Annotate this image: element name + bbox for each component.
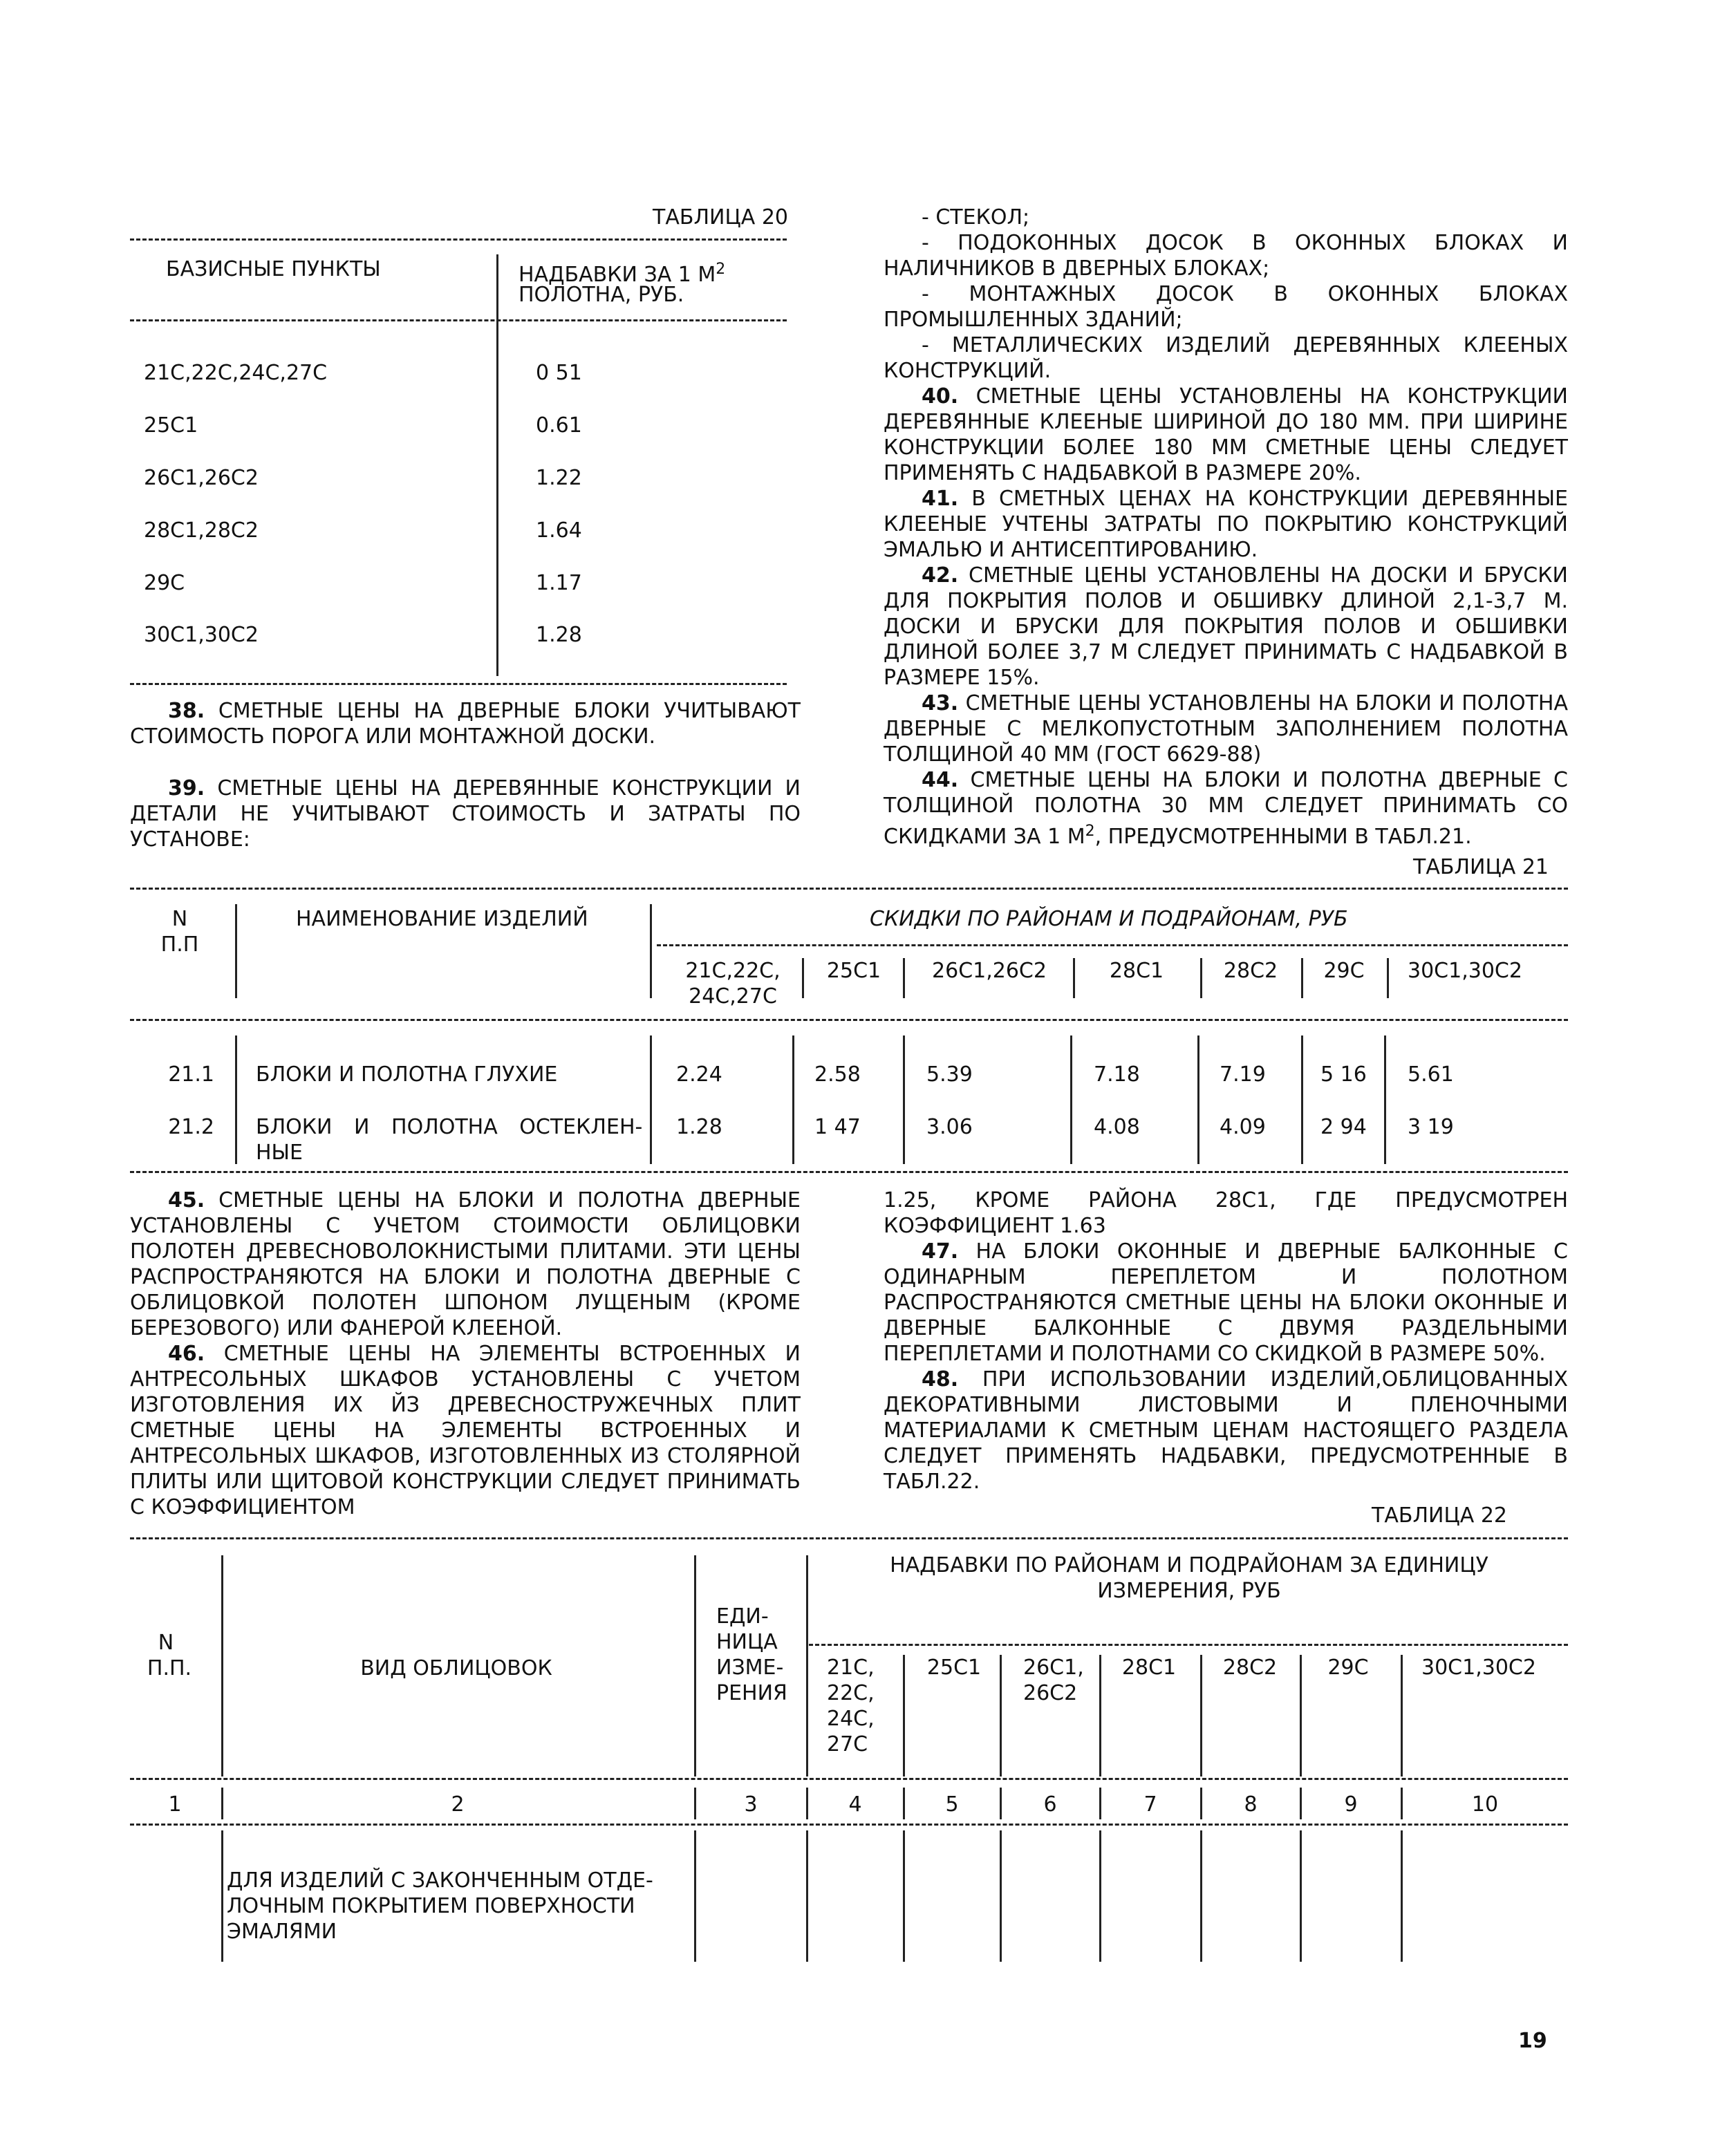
table20-row-value: 1.17 xyxy=(536,571,582,595)
table22-col-9: 29С xyxy=(1327,1656,1369,1680)
paragraph-48: 48. ПРИ ИСПОЛЬЗОВАНИИ ИЗДЕЛИЙ,ОБЛИЦОВАННЫХ ДЕКОРАТИВНЫМИ ЛИСТОВЫМИ И ПЛЕНОЧНЫМИ МАТЕРИАЛАМИ К СМЕТНЫМ ЦЕНАМ НАСТОЯЩЕГО РАЗДЕЛА СЛЕДУЕТ ПРИМЕНЯТЬ НАДБАВКИ, ПРЕДУСМОТРЕННЫЕ В ТАБЛ.22. xyxy=(884,1367,1568,1494)
table22-colnum: 10 xyxy=(1471,1792,1499,1817)
page-number: 19 xyxy=(1518,2029,1547,2053)
table22-header-rule xyxy=(130,1778,1568,1780)
paragraph-47: 47. НА БЛОКИ ОКОННЫЕ И ДВЕРНЫЕ БАЛКОННЫЕ С ОДИНАРНЫМ ПЕРЕПЛЕТОМ И ПОЛОТНОМ РАСПРОСТРАНЯЮТСЯ СМЕТНЫЕ ЦЕНЫ НА БЛОКИ ОКОННЫЕ И ДВЕРНЫЕ БАЛКОННЫЕ С ДВУМЯ РАЗДЕЛЬНЫМИ ПЕРЕПЛЕТАМИ И ПОЛОТНАМИ СО СКИДКОЙ В РАЗМЕРЕ 50%. xyxy=(884,1239,1568,1366)
table22-row-text: ДЛЯ ИЗДЕЛИЙ С ЗАКОНЧЕННЫМ ОТДЕ- xyxy=(227,1868,653,1893)
table20-row-value: 0.61 xyxy=(536,413,582,438)
table20-row-points: 21С,22С,24С,27С xyxy=(144,361,328,385)
table21-header-num-1: N xyxy=(171,907,188,931)
table20-row-value: 1.22 xyxy=(536,466,582,490)
list-item-glass: - СТЕКОЛ; xyxy=(922,205,1030,229)
table22-vline xyxy=(1401,1655,1403,1777)
table22-subheader-rule xyxy=(809,1644,1568,1646)
list-item-metal: - МЕТАЛЛИЧЕСКИХ ИЗДЕЛИЙ ДЕРЕВЯННЫХ КЛЕЕНЫХ КОНСТРУКЦИЙ. xyxy=(884,333,1568,383)
list-item-sills: - ПОДОКОННЫХ ДОСОК В ОКОННЫХ БЛОКАХ И НАЛИЧНИКОВ В ДВЕРНЫХ БЛОКАХ; xyxy=(884,231,1568,281)
table21-cell: 2.58 xyxy=(814,1062,861,1087)
table21-vline xyxy=(1073,958,1075,998)
table21-col-29c: 29С xyxy=(1323,959,1365,983)
table21-cell: 5 16 xyxy=(1320,1062,1367,1087)
table21-body-vline xyxy=(1384,1035,1386,1164)
table22-colnum: 7 xyxy=(1143,1792,1157,1817)
paragraph-38: 38. СМЕТНЫЕ ЦЕНЫ НА ДВЕРНЫЕ БЛОКИ УЧИТЫВАЮТ СТОИМОСТЬ ПОРОГА ИЛИ МОНТАЖНОЙ ДОСКИ. xyxy=(130,699,801,749)
table22-vline xyxy=(1200,1655,1202,1777)
table22-colnum: 4 xyxy=(848,1792,862,1817)
table22-vline xyxy=(1000,1655,1002,1777)
table22-body-vline xyxy=(806,1830,808,1962)
table21-cell: 2 94 xyxy=(1320,1115,1367,1139)
table21-header-num-2: П.П xyxy=(160,932,199,957)
paragraph-46: 46. СМЕТНЫЕ ЦЕНЫ НА ЭЛЕМЕНТЫ ВСТРОЕННЫХ И АНТРЕСОЛЬНЫХ ШКАФОВ УСТАНОВЛЕНЫ С УЧЕТОМ ИЗГОТОВЛЕНИЯ ИХ ЙЗ ДРЕВЕСНОСТРУЖЕЧНЫХ ПЛИТ СМЕТНЫЕ ЦЕНЫ НА ЭЛЕМЕНТЫ ВСТРОЕННЫХ И АНТРЕСОЛЬНЫХ ШКАФОВ, ИЗГОТОВЛЕННЫХ ИЗ СТОЛЯРНОЙ ПЛИТЫ ИЛИ ЩИТОВОЙ КОНСТРУКЦИИ СЛЕДУЕТ ПРИНИМАТЬ С КОЭФФИЦИЕНТОМ xyxy=(130,1342,801,1519)
table22-colnum: 3 xyxy=(744,1792,758,1817)
table22-vline xyxy=(221,1555,223,1777)
paragraph-41: 41. В СМЕТНЫХ ЦЕНАХ НА КОНСТРУКЦИИ ДЕРЕВЯННЫЕ КЛЕЕНЫЕ УЧТЕНЫ ЗАТРАТЫ ПО ПОКРЫТИЮ КОНСТРУКЦИЙ ЭМАЛЬЮ И АНТИСЕПТИРОВАНИЮ. xyxy=(884,487,1568,562)
table21-body-vline xyxy=(792,1035,794,1164)
table21-subheader-rule xyxy=(657,944,1568,946)
table21-row-num: 21.1 xyxy=(168,1062,214,1087)
table21-col-25c1: 25С1 xyxy=(826,959,881,983)
table22-vline xyxy=(903,1788,905,1819)
table21-vline xyxy=(235,904,237,998)
table20-row-points: 30С1,30С2 xyxy=(144,623,259,647)
table22-body-vline xyxy=(1099,1830,1101,1962)
paragraph-42: 42. СМЕТНЫЕ ЦЕНЫ УСТАНОВЛЕНЫ НА ДОСКИ И БРУСКИ ДЛЯ ПОКРЫТИЯ ПОЛОВ И ОБШИВКУ ДЛИНОЙ 2,1-3,7 М. ДОСКИ И БРУСКИ ДЛЯ ПОКРЫТИЯ ПОЛОВ И ОБШИВКИ ДЛИНОЙ БОЛЕЕ 3,7 М СЛЕДУЕТ ПРИНИМАТЬ С НАДБАВКОЙ В РАЗМЕРЕ 15%. xyxy=(884,563,1568,690)
table21-cell: 1 47 xyxy=(814,1115,861,1139)
table22-body-vline xyxy=(1200,1830,1202,1962)
table22-vline xyxy=(694,1788,696,1819)
table22-header-num-1: N xyxy=(158,1631,174,1655)
table22-body-vline xyxy=(694,1830,696,1962)
right-column-top xyxy=(884,205,1568,850)
table22-vline xyxy=(1099,1788,1101,1819)
table22-vline xyxy=(1300,1655,1302,1777)
table21-body-vline xyxy=(903,1035,905,1164)
table22-col-5: 25С1 xyxy=(926,1656,982,1680)
table22-col-4: 24С, xyxy=(827,1707,875,1731)
table20-header-rule xyxy=(130,319,787,321)
table21-cell: 5.61 xyxy=(1408,1062,1454,1087)
table22-header-num-2: П.П. xyxy=(147,1656,192,1680)
table21-col-26c: 26С1,26С2 xyxy=(932,959,1047,983)
table21-body-vline xyxy=(1197,1035,1199,1164)
table22-body-vline xyxy=(1000,1830,1002,1962)
table22-header-group: НАДБАВКИ ПО РАЙОНАМ И ПОДРАЙОНАМ ЗА ЕДИНИЦУ xyxy=(890,1553,1488,1577)
table21-vline xyxy=(1200,958,1202,998)
table22-col-7: 28С1 xyxy=(1121,1656,1177,1680)
table22-colnum: 1 xyxy=(168,1792,182,1817)
table22-header-unit: НИЦА xyxy=(716,1630,778,1654)
table21-top-rule xyxy=(130,888,1568,890)
table22-header-unit: ИЗМЕ- xyxy=(716,1656,784,1680)
table22-vline xyxy=(806,1555,808,1777)
table22-header-unit: РЕНИЯ xyxy=(716,1681,787,1705)
table20-header-surcharge: НАДБАВКИ ЗА 1 $М^2$ xyxy=(519,261,726,287)
table22-colnum: 8 xyxy=(1244,1792,1258,1817)
table21-row-name-cont: НЫЕ xyxy=(256,1141,303,1165)
table21-header-name: НАИМЕНОВАНИЕ ИЗДЕЛИЙ xyxy=(296,907,588,931)
table22-vline xyxy=(1300,1788,1302,1819)
table22-row-text: ЛОЧНЫМ ПОКРЫТИЕМ ПОВЕРХНОСТИ xyxy=(227,1894,635,1918)
table22-vline xyxy=(903,1655,905,1777)
table21-body-vline xyxy=(1070,1035,1072,1164)
table21-col-21c: 21С,22С, xyxy=(685,959,781,983)
middle-right-column xyxy=(884,1188,1568,1494)
table20-row-points: 28С1,28С2 xyxy=(144,518,259,543)
table22-row-text: ЭМАЛЯМИ xyxy=(227,1920,337,1944)
table21-vline xyxy=(1301,958,1303,998)
paragraph-45: 45. СМЕТНЫЕ ЦЕНЫ НА БЛОКИ И ПОЛОТНА ДВЕРНЫЕ УСТАНОВЛЕНЫ С УЧЕТОМ СТОИМОСТИ ОБЛИЦОВКИ ПОЛОТЕН ДРЕВЕСНОВОЛОКНИСТЫМИ ПЛИТАМИ. ЭТИ ЦЕНЫ РАСПРОСТРАНЯЮТСЯ НА БЛОКИ И ПОЛОТНА ДВЕРНЫЕ С ОБЛИЦОВКОЙ ПОЛОТЕН ШПОНОМ ЛУЩЕНЫМ (КРОМЕ БЕРЕЗОВОГО) ИЛИ ФАНЕРОЙ КЛЕЕНОЙ. xyxy=(130,1188,801,1340)
table21-vline xyxy=(802,958,804,998)
table22-vline xyxy=(221,1788,223,1819)
table22-col-4: 27С xyxy=(827,1732,868,1756)
table22-col-4: 22С, xyxy=(827,1681,875,1705)
table21-row-name: БЛОКИ И ПОЛОТНА ОСТЕКЛЕН- xyxy=(256,1115,643,1139)
table21-vline xyxy=(903,958,905,998)
table22-body-vline xyxy=(903,1830,905,1962)
table21-vline xyxy=(1387,958,1389,998)
table22-colnum: 2 xyxy=(451,1792,465,1817)
table22-col-6: 26С2 xyxy=(1023,1681,1078,1705)
table22-body-vline xyxy=(1401,1830,1403,1962)
table20-row-value: 1.64 xyxy=(536,518,582,543)
table22-colnum: 5 xyxy=(945,1792,959,1817)
table21-cell: 7.19 xyxy=(1220,1062,1266,1087)
table22-col-8: 28С2 xyxy=(1222,1656,1278,1680)
table21-cell: 7.18 xyxy=(1094,1062,1140,1087)
paragraph-39: 39. СМЕТНЫЕ ЦЕНЫ НА ДЕРЕВЯННЫЕ КОНСТРУКЦИИ И ДЕТАЛИ НЕ УЧИТЫВАЮТ СТОИМОСТЬ И ЗАТРАТЫ ПО УСТАНОВЕ: xyxy=(130,776,801,852)
table21-body-vline xyxy=(650,1035,652,1164)
table21-cell: 4.09 xyxy=(1220,1115,1266,1139)
table22-vline xyxy=(1099,1655,1101,1777)
table22-header-unit: ЕДИ- xyxy=(716,1604,769,1629)
list-item-mounting: - МОНТАЖНЫХ ДОСОК В ОКОННЫХ БЛОКАХ ПРОМЫШЛЕННЫХ ЗДАНИЙ; xyxy=(884,282,1568,332)
table22-numbers-rule xyxy=(130,1824,1568,1826)
table22-col-4: 21С, xyxy=(827,1656,875,1680)
table21-cell: 4.08 xyxy=(1094,1115,1140,1139)
table22-vline xyxy=(1401,1788,1403,1819)
table21-bottom-rule xyxy=(130,1171,1568,1173)
table22-col-6: 26С1, xyxy=(1023,1656,1084,1680)
table22-vline xyxy=(694,1555,696,1777)
table21-col-28c1: 28С1 xyxy=(1109,959,1164,983)
table21-cell: 1.28 xyxy=(676,1115,722,1139)
table20-top-rule xyxy=(130,238,787,241)
table21-header-rule xyxy=(130,1019,1568,1021)
table20-row-points: 26С1,26С2 xyxy=(144,466,259,490)
paragraph-44: 44. СМЕТНЫЕ ЦЕНЫ НА БЛОКИ И ПОЛОТНА ДВЕРНЫЕ С ТОЛЩИНОЙ ПОЛОТНА 30 ММ СЛЕДУЕТ ПРИНИМАТЬ СО СКИДКАМИ ЗА 1 $М^2$, ПРЕДУСМОТРЕННЫМИ В ТАБЛ.21. xyxy=(884,768,1568,849)
table20-bottom-rule xyxy=(130,683,787,685)
table22-body-vline xyxy=(221,1830,223,1962)
table22-colnum: 6 xyxy=(1043,1792,1057,1817)
table20-header-points: БАЗИСНЫЕ ПУНКТЫ xyxy=(166,257,381,281)
table22-col-10: 30С1,30С2 xyxy=(1421,1656,1536,1680)
table22-vline xyxy=(806,1788,808,1819)
table22-colnum: 9 xyxy=(1344,1792,1358,1817)
table20-row-value: 1.28 xyxy=(536,623,582,647)
table22-header-kind: ВИД ОБЛИЦОВОК xyxy=(360,1656,552,1680)
table21-row-name: БЛОКИ И ПОЛОТНА ГЛУХИЕ xyxy=(256,1062,558,1087)
paragraph-40: 40. СМЕТНЫЕ ЦЕНЫ УСТАНОВЛЕНЫ НА КОНСТРУКЦИИ ДЕРЕВЯННЫЕ КЛЕЕНЫЕ ШИРИНОЙ ДО 180 ММ. ПРИ ШИРИНЕ КОНСТРУКЦИИ БОЛЕЕ 180 ММ СМЕТНЫЕ ЦЕНЫ СЛЕДУЕТ ПРИМЕНЯТЬ С НАДБАВКОЙ В РАЗМЕРЕ 20%. xyxy=(884,384,1568,485)
table21-cell: 2.24 xyxy=(676,1062,722,1087)
table21-cell: 5.39 xyxy=(926,1062,973,1087)
table21-col-28c2: 28С2 xyxy=(1223,959,1278,983)
table20-title: ТАБЛИЦА 20 xyxy=(653,205,788,229)
table20-row-value: 0 51 xyxy=(536,361,582,385)
table21-vline xyxy=(650,904,652,998)
table22-top-rule xyxy=(130,1537,1568,1539)
paragraph-46-continued: 1.25, КРОМЕ РАЙОНА 28С1, ГДЕ ПРЕДУСМОТРЕН КОЭФФИЦИЕНТ 1.63 xyxy=(884,1188,1568,1238)
table21-body-vline xyxy=(1301,1035,1303,1164)
table22-header-group-2: ИЗМЕРЕНИЯ, РУБ xyxy=(1097,1579,1281,1603)
table22-body-vline xyxy=(1300,1830,1302,1962)
table21-body-vline xyxy=(235,1035,237,1164)
table20-col-divider xyxy=(496,254,498,676)
table21-col-24c: 24С,27С xyxy=(689,984,777,1009)
table20-row-points: 29С xyxy=(144,571,185,595)
table21-header-group: СКИДКИ ПО РАЙОНАМ И ПОДРАЙОНАМ, РУБ xyxy=(870,907,1348,931)
table22-title: ТАБЛИЦА 22 xyxy=(1372,1503,1507,1528)
paragraph-43: 43. СМЕТНЫЕ ЦЕНЫ УСТАНОВЛЕНЫ НА БЛОКИ И ПОЛОТНА ДВЕРНЫЕ С МЕЛКОПУСТОТНЫМ ЗАПОЛНЕНИЕМ ПОЛОТНА ТОЛЩИНОЙ 40 ММ (ГОСТ 6629-88) xyxy=(884,691,1568,767)
table21-cell: 3 19 xyxy=(1408,1115,1454,1139)
table21-cell: 3.06 xyxy=(926,1115,973,1139)
middle-left-column xyxy=(130,1188,801,1520)
table21-title: ТАБЛИЦА 21 xyxy=(1413,855,1549,879)
table21-col-30c: 30С1,30С2 xyxy=(1408,959,1522,983)
table22-vline xyxy=(1200,1788,1202,1819)
table20-header-surcharge-2: ПОЛОТНА, РУБ. xyxy=(519,283,684,307)
table22-vline xyxy=(1000,1788,1002,1819)
table20-row-points: 25С1 xyxy=(144,413,198,438)
table21-row-num: 21.2 xyxy=(168,1115,214,1139)
